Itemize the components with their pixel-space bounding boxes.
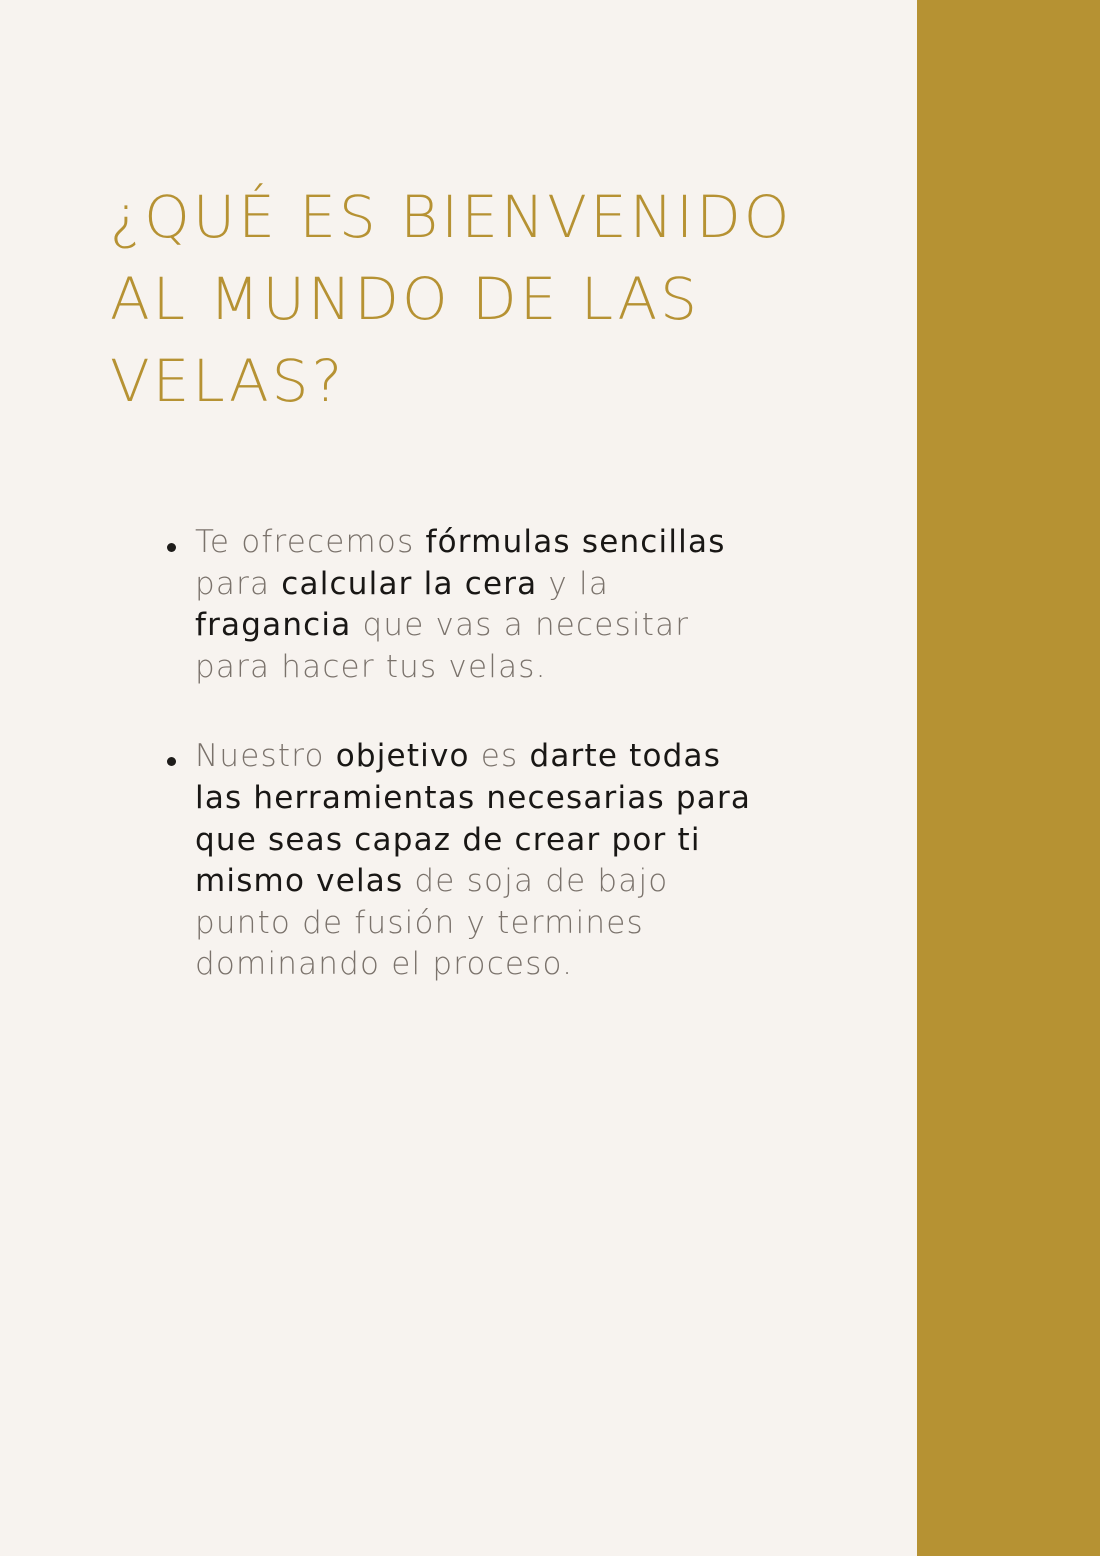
page-title: [110, 176, 830, 422]
emphasized-text: objetivo: [335, 738, 470, 775]
bullet-text: [195, 522, 770, 688]
bullet-list: [160, 522, 770, 1034]
title-line: AL MUNDO DE LAS: [110, 265, 700, 333]
bullet-dot-icon: [167, 543, 176, 552]
bullet-line: [195, 647, 770, 689]
bullet-line: [195, 564, 770, 606]
text-segment: dominando el proceso.: [195, 946, 574, 983]
text-segment: de soja de bajo: [403, 863, 669, 900]
bullet-line: [195, 605, 770, 647]
emphasized-text: mismo velas: [195, 863, 404, 900]
text-segment: punto de fusión y termines: [195, 904, 644, 941]
text-segment: Te ofrecemos: [195, 524, 426, 560]
emphasized-text: fórmulas sencillas: [425, 524, 726, 560]
text-segment: es: [469, 738, 530, 775]
bullet-line: [195, 736, 770, 778]
bullet-line: [195, 522, 770, 564]
title-line: ¿QUÉ ES BIENVENIDO: [110, 183, 793, 251]
title-line: VELAS?: [110, 347, 346, 415]
bullet-line: [195, 944, 770, 986]
bullet-line: [195, 820, 770, 862]
bullet-text: [195, 736, 770, 986]
emphasized-text: calcular la cera: [281, 565, 538, 602]
gold-side-band: [917, 0, 1100, 1556]
bullet-line: [195, 903, 770, 945]
emphasized-text: fragancia: [195, 607, 352, 644]
bullet-line: [195, 778, 770, 820]
text-segment: que vas a necesitar: [351, 607, 690, 644]
emphasized-text: darte todas: [529, 738, 722, 775]
emphasized-text: las herramientas necesarias para: [195, 779, 752, 816]
bullet-item-formulas: [160, 522, 770, 688]
bullet-dot-icon: [167, 757, 176, 766]
bullet-line: [195, 861, 770, 903]
text-segment: Nuestro: [195, 738, 336, 775]
text-segment: para hacer tus velas.: [195, 648, 547, 685]
text-segment: para: [195, 565, 282, 602]
emphasized-text: que seas capaz de crear por ti: [195, 821, 701, 858]
text-segment: y la: [537, 565, 610, 602]
bullet-item-objective: [160, 736, 770, 986]
